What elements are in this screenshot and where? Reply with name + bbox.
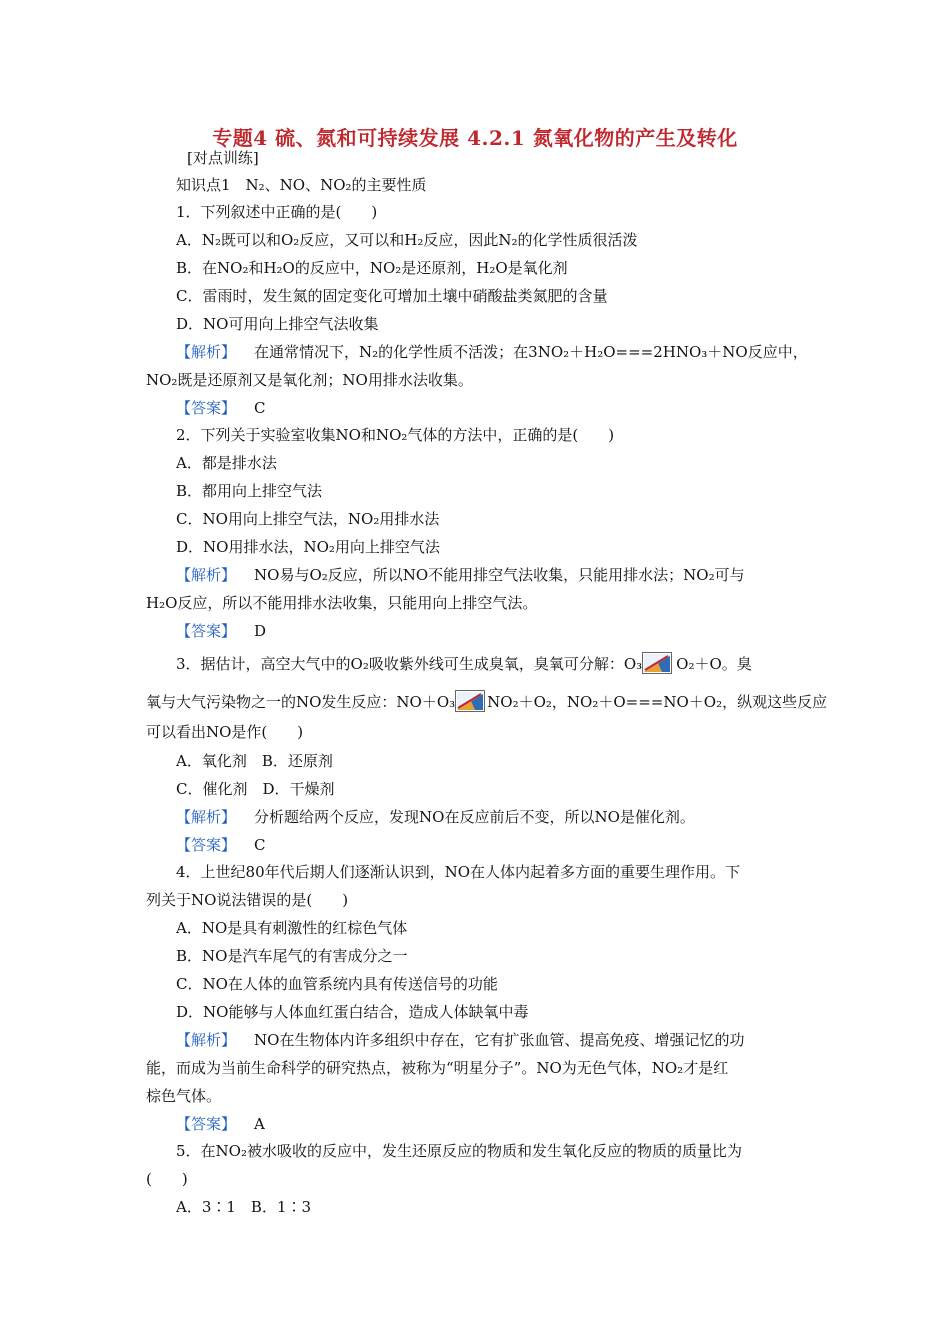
q4-explanation-line3: 棕色气体。 — [146, 1087, 222, 1105]
section-label: [对点训练] — [187, 149, 259, 167]
q4-explanation-text: NO在生物体内许多组织中存在，它有扩张血管、提高免疫、增强记忆的功 — [254, 1031, 745, 1049]
q2-stem: 2．下列关于实验室收集NO和NO₂气体的方法中，正确的是( ) — [176, 426, 615, 444]
q1-stem: 1．下列叙述中正确的是( ) — [176, 203, 378, 221]
q4-option-c: C．NO在人体的血管系统内具有传送信号的功能 — [176, 975, 498, 993]
reaction-condition-icon — [455, 690, 485, 712]
q4-option-b: B．NO是汽车尾气的有害成分之一 — [176, 947, 408, 965]
q2-answer — [176, 621, 266, 641]
q4-explanation-line1 — [176, 1030, 744, 1050]
answer-tag: 【答案】 — [176, 1115, 237, 1133]
explanation-tag: 【解析】 — [176, 1031, 237, 1049]
q3-explanation-text: 分析题给两个反应，发现NO在反应前后不变，所以NO是催化剂。 — [254, 808, 695, 826]
q2-option-a: A．都是排水法 — [176, 454, 277, 472]
answer-tag: 【答案】 — [176, 622, 237, 640]
q2-option-d: D．NO用排水法，NO₂用向上排空气法 — [176, 538, 440, 556]
q1-explanation-text: 在通常情况下，N₂的化学性质不活泼；在3NO₂＋H₂O===2HNO₃＋NO反应中， — [254, 343, 808, 361]
q1-explanation-line2: NO₂既是还原剂又是氧化剂；NO用排水法收集。 — [146, 371, 473, 389]
q3-explanation — [176, 807, 695, 827]
q3-options-cd: C．催化剂 D．干燥剂 — [176, 780, 335, 798]
answer-tag: 【答案】 — [176, 399, 237, 417]
q5-options-ab: A．3∶1 B．1∶3 — [176, 1198, 312, 1216]
explanation-tag: 【解析】 — [176, 566, 237, 584]
q2-explanation-line1 — [176, 565, 745, 585]
q3-answer-value: C — [254, 836, 266, 854]
q1-option-a: A．N₂既可以和O₂反应，又可以和H₂反应，因此N₂的化学性质很活泼 — [176, 231, 638, 249]
q1-option-b: B．在NO₂和H₂O的反应中，NO₂是还原剂，H₂O是氧化剂 — [176, 259, 568, 277]
q5-stem-line1: 5．在NO₂被水吸收的反应中，发生还原反应的物质和发生氧化反应的物质的质量比为 — [176, 1142, 742, 1160]
q2-answer-value: D — [254, 622, 267, 640]
q1-answer-value: C — [254, 399, 266, 417]
q3-stem-part2: O₂＋O。臭 — [676, 655, 752, 673]
answer-tag: 【答案】 — [176, 836, 237, 854]
q2-explanation-text: NO易与O₂反应，所以NO不能用排空气法收集，只能用排水法；NO₂可与 — [254, 566, 745, 584]
q4-option-d: D．NO能够与人体血红蛋白结合，造成人体缺氧中毒 — [176, 1003, 529, 1021]
q3-answer — [176, 835, 266, 855]
q1-explanation-line1 — [176, 342, 808, 362]
q4-answer — [176, 1114, 265, 1134]
q1-answer — [176, 398, 266, 418]
q2-explanation-line2: H₂O反应，所以不能用排水法收集，只能用向上排空气法。 — [146, 594, 538, 612]
q3-options-ab: A．氧化剂 B．还原剂 — [176, 752, 333, 770]
q5-stem-line2: ( ) — [146, 1170, 188, 1188]
q4-explanation-line2: 能，而成为当前生命科学的研究热点，被称为“明星分子”。NO为无色气体，NO₂才是红 — [146, 1059, 729, 1077]
explanation-tag: 【解析】 — [176, 343, 237, 361]
page-title: 专题4 硫、氮和可持续发展 4.2.1 氮氧化物的产生及转化 — [212, 126, 738, 150]
q1-option-d: D．NO可用向上排空气法收集 — [176, 315, 379, 333]
q2-option-c: C．NO用向上排空气法，NO₂用排水法 — [176, 510, 440, 528]
knowledge-point: 知识点1 N₂、NO、NO₂的主要性质 — [176, 176, 427, 194]
q3-stem-line3: 可以看出NO是作( ) — [146, 723, 304, 741]
q3-line2-part2: NO₂＋O₂，NO₂＋O===NO＋O₂，纵观这些反应 — [487, 693, 828, 711]
q4-option-a: A．NO是具有刺激性的红棕色气体 — [176, 919, 408, 937]
q3-line2-part1: 氧与大气污染物之一的NO发生反应：NO＋O₃ — [146, 693, 456, 711]
q4-answer-value: A — [254, 1115, 265, 1133]
q3-stem-line2 — [146, 690, 827, 712]
q4-stem-line1: 4．上世纪80年代后期人们逐渐认识到，NO在人体内起着多方面的重要生理作用。下 — [176, 863, 741, 881]
explanation-tag: 【解析】 — [176, 808, 237, 826]
q3-stem-part1: 3．据估计，高空大气中的O₂吸收紫外线可生成臭氧，臭氧可分解：O₃ — [176, 655, 643, 673]
reaction-condition-icon — [642, 652, 672, 674]
q2-option-b: B．都用向上排空气法 — [176, 482, 323, 500]
q1-option-c: C．雷雨时，发生氮的固定变化可增加土壤中硝酸盐类氮肥的含量 — [176, 287, 608, 305]
q4-stem-line2: 列关于NO说法错误的是( ) — [146, 891, 349, 909]
q3-stem-line1 — [176, 652, 752, 674]
